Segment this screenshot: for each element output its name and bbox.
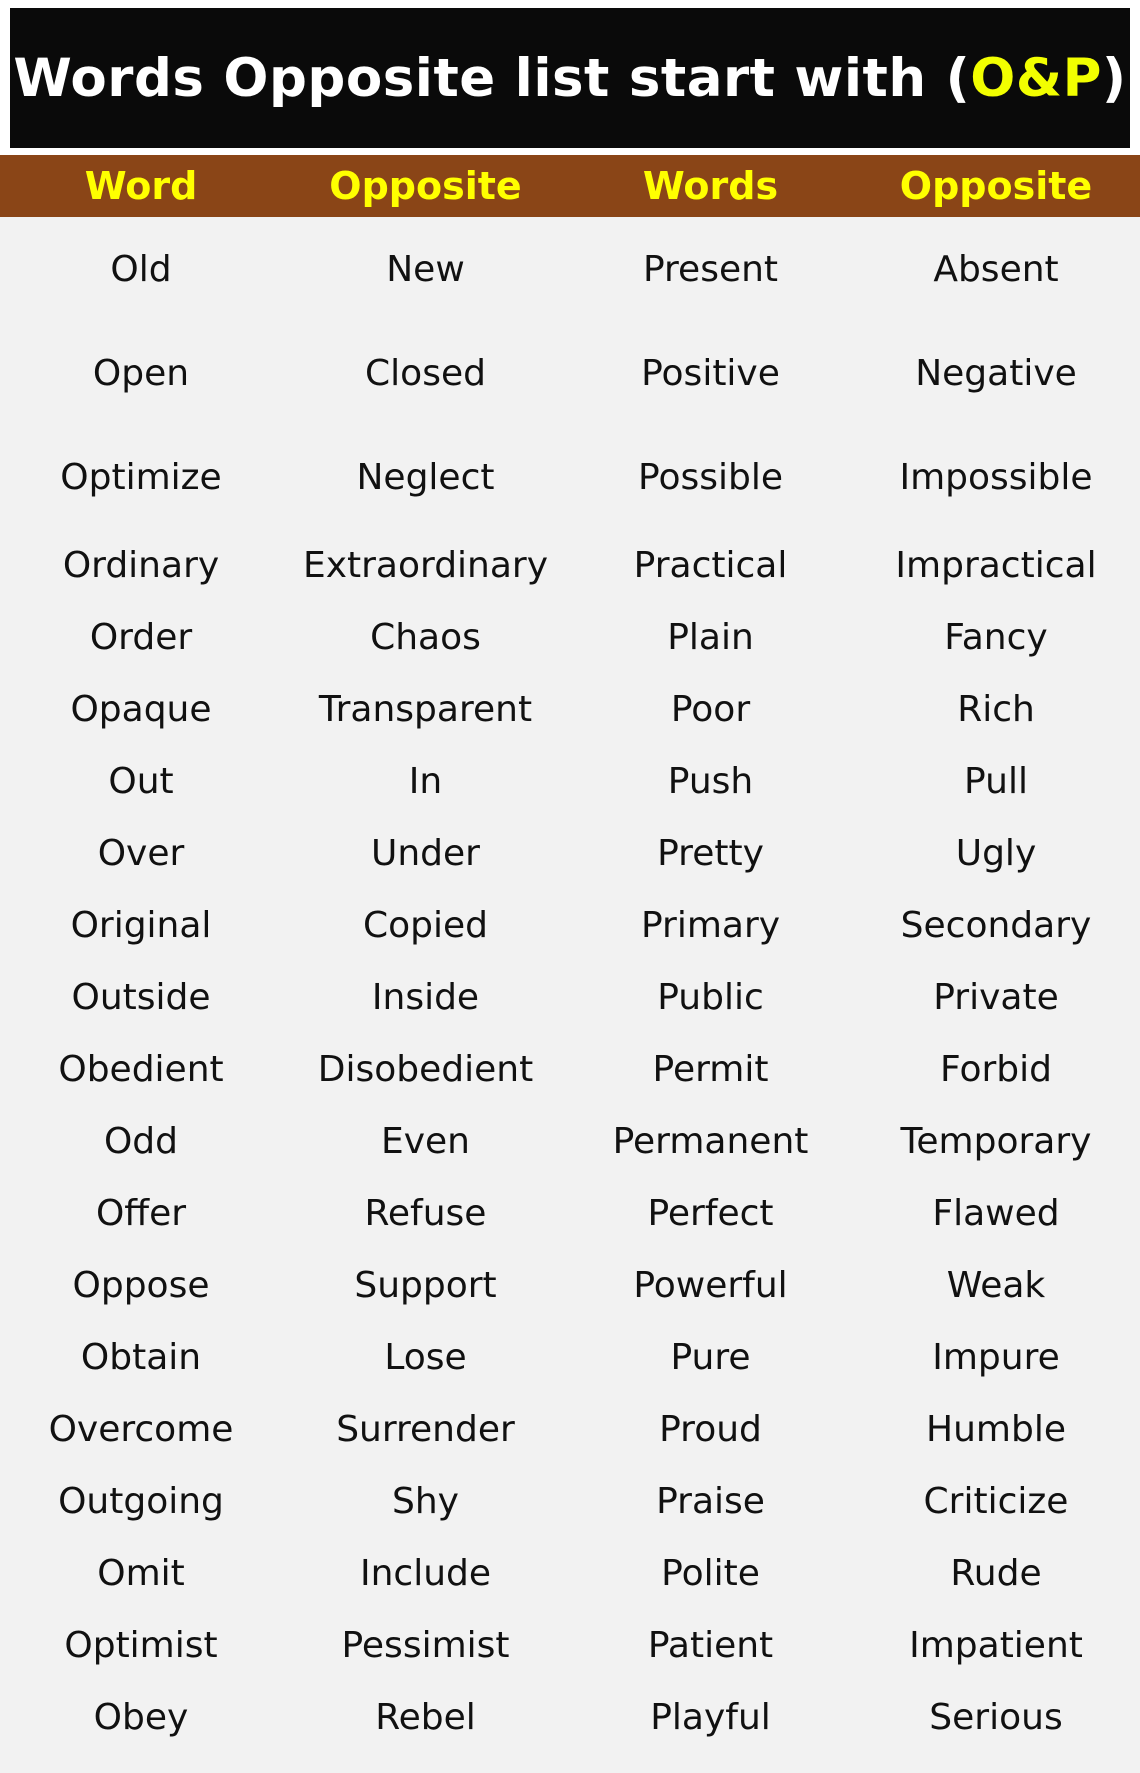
table-cell: Polite — [661, 1552, 760, 1594]
table-row — [0, 529, 1140, 601]
table-row — [0, 673, 1140, 745]
table-cell: Negative — [915, 352, 1077, 394]
table-cell: Permanent — [612, 1120, 809, 1162]
column-header-opposite-1: Opposite — [329, 164, 522, 208]
table-row — [0, 217, 1140, 321]
title-banner — [10, 8, 1130, 148]
table-cell: Omit — [97, 1552, 185, 1594]
table-cell: Pure — [670, 1336, 751, 1378]
table-cell: Inside — [371, 976, 480, 1018]
table-row — [0, 1393, 1140, 1465]
table-cell: Offer — [95, 1192, 187, 1234]
table-cell: Neglect — [356, 456, 495, 498]
table-row — [0, 961, 1140, 1033]
table-cell: Even — [380, 1120, 470, 1162]
table-row — [0, 1465, 1140, 1537]
table-row — [0, 425, 1140, 529]
table-row — [0, 1249, 1140, 1321]
table-cell: Primary — [640, 904, 781, 946]
table-cell: Outside — [71, 976, 211, 1018]
table-row — [0, 1033, 1140, 1105]
table-row — [0, 321, 1140, 425]
table-cell: Absent — [933, 248, 1059, 290]
table-cell: Patient — [647, 1624, 774, 1666]
table-cell: Extraordinary — [302, 544, 549, 586]
page-title — [13, 48, 1126, 109]
page-title-accent: O&P — [970, 47, 1102, 109]
table-cell: Serious — [929, 1696, 1063, 1738]
table-cell: Pull — [964, 760, 1028, 802]
table-cell: Pretty — [657, 832, 764, 874]
table-cell: Old — [110, 248, 172, 290]
table-cell: Optimist — [64, 1624, 218, 1666]
table-cell: Oppose — [72, 1264, 210, 1306]
table-cell: Praise — [656, 1480, 765, 1522]
table-row — [0, 1609, 1140, 1681]
table-cell: Private — [933, 976, 1059, 1018]
table-cell: Copied — [362, 904, 488, 946]
table-cell: Disobedient — [317, 1048, 534, 1090]
table-cell: Ordinary — [62, 544, 220, 586]
table-cell: Support — [354, 1264, 497, 1306]
table-cell: Possible — [638, 456, 783, 498]
table-row — [0, 1537, 1140, 1609]
table-row — [0, 1681, 1140, 1753]
table-cell: Obtain — [80, 1336, 202, 1378]
table-cell: Perfect — [647, 1192, 774, 1234]
table-cell: Lose — [384, 1336, 467, 1378]
table-row — [0, 817, 1140, 889]
table-cell: Under — [371, 832, 480, 874]
table-cell: Overcome — [48, 1408, 234, 1450]
table-cell: Impossible — [899, 456, 1093, 498]
table-cell: Original — [70, 904, 212, 946]
table-cell: Chaos — [370, 616, 481, 658]
table-cell: Order — [89, 616, 193, 658]
table-cell: Over — [97, 832, 185, 874]
table-cell: Push — [667, 760, 754, 802]
table-cell: Powerful — [633, 1264, 788, 1306]
table-body — [0, 217, 1140, 1773]
table-cell: Obedient — [58, 1048, 224, 1090]
table-cell: Plain — [667, 616, 754, 658]
table-cell: Ugly — [955, 832, 1037, 874]
table-cell: Opaque — [70, 688, 212, 730]
table-cell: In — [408, 760, 443, 802]
table-cell: Impure — [932, 1336, 1060, 1378]
table-row — [0, 745, 1140, 817]
table-cell: Positive — [641, 352, 780, 394]
table-cell: Closed — [365, 352, 486, 394]
table-row — [0, 889, 1140, 961]
table-cell: Poor — [670, 688, 751, 730]
table-cell: Playful — [650, 1696, 771, 1738]
page-title-suffix: ) — [1101, 47, 1127, 109]
table-cell: Shy — [392, 1480, 459, 1522]
page-title-prefix: Words Opposite list start with ( — [13, 47, 971, 109]
table-cell: Surrender — [336, 1408, 515, 1450]
table-cell: Optimize — [60, 456, 222, 498]
table-cell: Humble — [926, 1408, 1066, 1450]
table-cell: Permit — [652, 1048, 769, 1090]
table-cell: Open — [92, 352, 190, 394]
table-cell: Fancy — [944, 616, 1048, 658]
table-cell: Impatient — [909, 1624, 1083, 1666]
column-header-word-2: Words — [642, 164, 779, 208]
table-cell: Temporary — [900, 1120, 1092, 1162]
table-cell: Weak — [946, 1264, 1046, 1306]
table-cell: Forbid — [940, 1048, 1052, 1090]
table-cell: Present — [642, 248, 779, 290]
table-cell: Refuse — [364, 1192, 487, 1234]
table-cell: Odd — [103, 1120, 179, 1162]
table-row — [0, 1105, 1140, 1177]
table-cell: Rude — [950, 1552, 1042, 1594]
table-cell: Public — [657, 976, 764, 1018]
table-row — [0, 1321, 1140, 1393]
table-cell: Rebel — [375, 1696, 476, 1738]
table-cell: Obey — [93, 1696, 189, 1738]
table-cell: Outgoing — [58, 1480, 224, 1522]
table-cell: Flawed — [932, 1192, 1060, 1234]
table-cell: Include — [359, 1552, 492, 1594]
table-cell: Practical — [633, 544, 788, 586]
table-cell: Secondary — [900, 904, 1092, 946]
table-cell: Proud — [659, 1408, 762, 1450]
table-cell: Pessimist — [341, 1624, 510, 1666]
table-cell: Rich — [957, 688, 1035, 730]
table-cell: Criticize — [923, 1480, 1069, 1522]
table-row — [0, 601, 1140, 673]
table-header-row — [0, 155, 1140, 217]
column-header-opposite-2: Opposite — [899, 164, 1093, 208]
column-header-word-1: Word — [84, 164, 198, 208]
table-cell: Transparent — [318, 688, 533, 730]
table-cell: Out — [108, 760, 174, 802]
table-cell: New — [386, 248, 465, 290]
table-cell: Impractical — [895, 544, 1097, 586]
table-row — [0, 1177, 1140, 1249]
